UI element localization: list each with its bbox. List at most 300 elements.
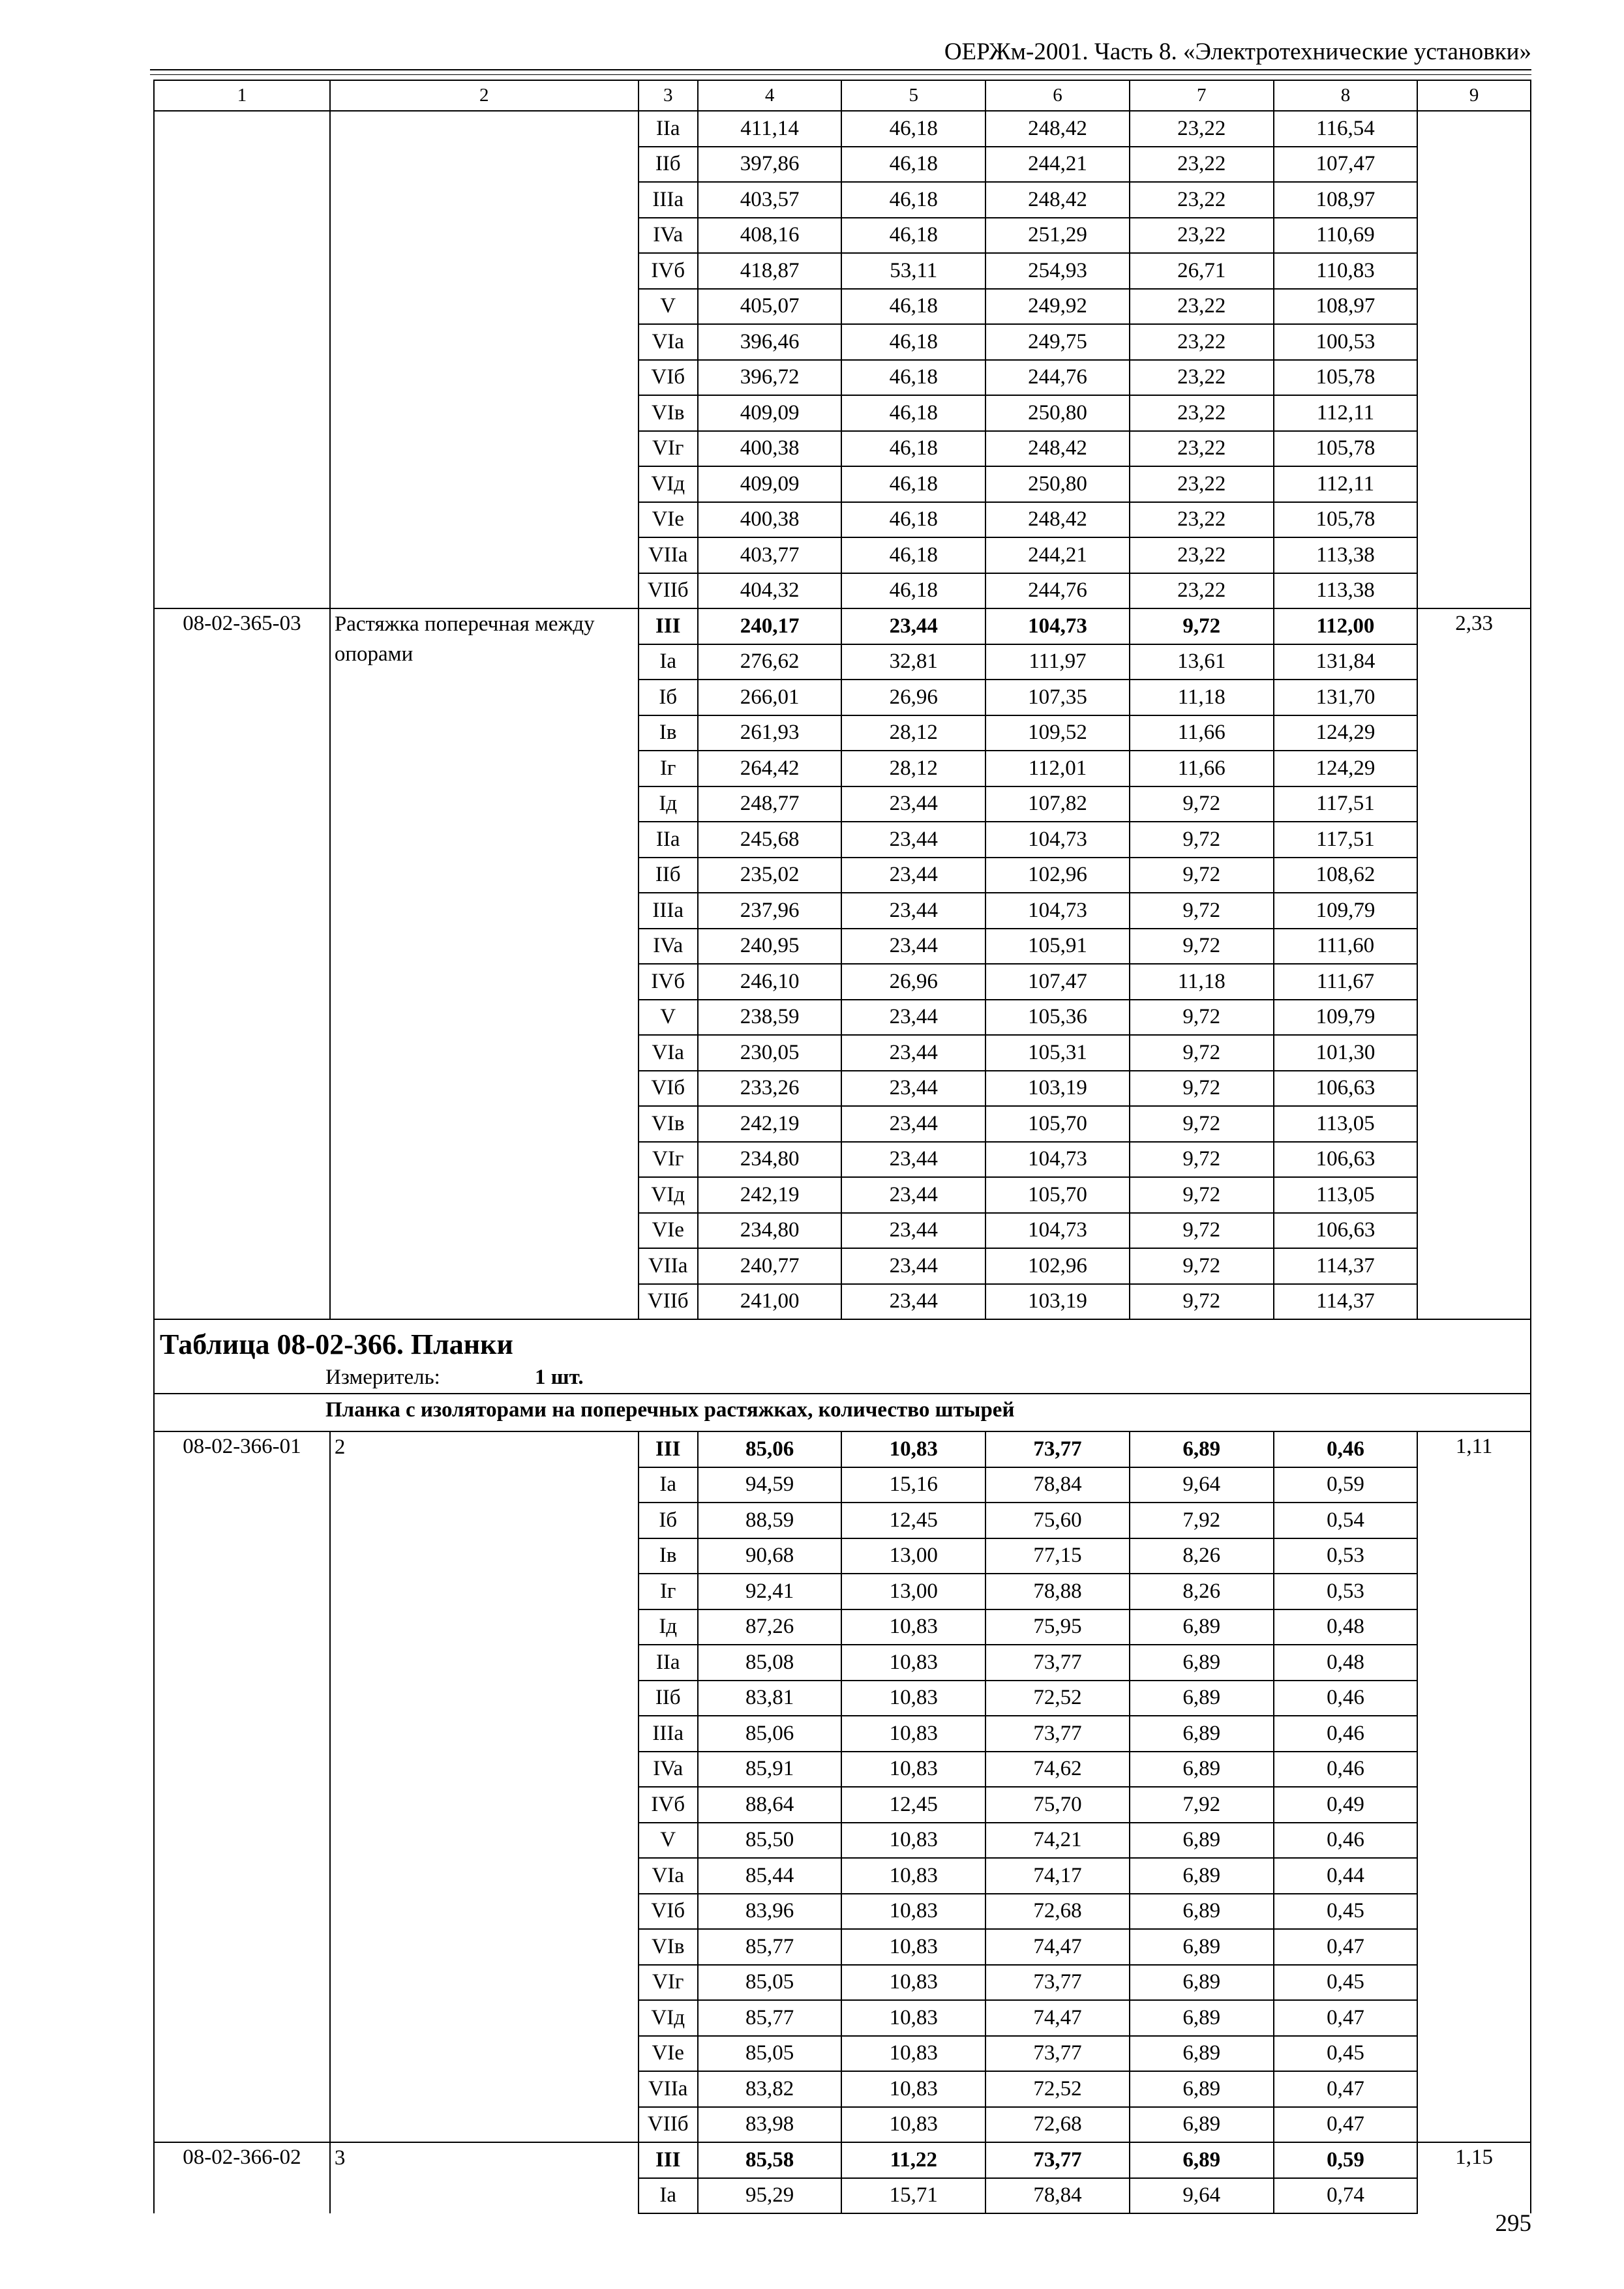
value-cell: 85,77 [698, 2000, 842, 2036]
value-cell: 85,08 [698, 1645, 842, 1681]
value-cell: 249,75 [985, 324, 1130, 360]
header-rule [150, 74, 1531, 75]
value-cell: 77,15 [985, 1538, 1130, 1574]
value-cell: 26,96 [841, 964, 985, 1000]
zone-code: VIIб [639, 1284, 698, 1320]
zone-code: VIг [639, 1142, 698, 1178]
zone-code: IVa [639, 1752, 698, 1788]
value-cell: 405,07 [698, 289, 842, 325]
zone-code: VIб [639, 1894, 698, 1930]
correction-factor [1417, 111, 1531, 608]
zone-code: VIa [639, 1858, 698, 1894]
value-cell: 90,68 [698, 1538, 842, 1574]
zone-code: VIв [639, 1106, 698, 1142]
value-cell: 116,54 [1274, 111, 1418, 147]
zone-code: Iг [639, 1574, 698, 1609]
value-cell: 10,83 [841, 1858, 985, 1894]
value-cell: 6,89 [1130, 2036, 1274, 2072]
value-cell: 6,89 [1130, 1645, 1274, 1681]
value-cell: 46,18 [841, 395, 985, 431]
value-cell: 403,57 [698, 182, 842, 218]
column-number: 2 [330, 80, 639, 111]
value-cell: 23,22 [1130, 395, 1274, 431]
value-cell: 248,42 [985, 182, 1130, 218]
value-cell: 254,93 [985, 253, 1130, 289]
value-cell: 6,89 [1130, 2071, 1274, 2107]
value-cell: 113,38 [1274, 537, 1418, 573]
value-cell: 248,77 [698, 786, 842, 822]
value-cell: 46,18 [841, 502, 985, 538]
value-cell: 46,18 [841, 360, 985, 396]
value-cell: 46,18 [841, 324, 985, 360]
value-cell: 107,82 [985, 786, 1130, 822]
value-cell: 250,80 [985, 395, 1130, 431]
value-cell: 85,77 [698, 1929, 842, 1965]
value-cell: 10,83 [841, 1609, 985, 1645]
value-cell: 46,18 [841, 289, 985, 325]
value-cell: 26,71 [1130, 253, 1274, 289]
value-cell: 0,48 [1274, 1609, 1418, 1645]
value-cell: 78,84 [985, 1467, 1130, 1503]
value-cell: 0,53 [1274, 1538, 1418, 1574]
value-cell: 6,89 [1130, 1858, 1274, 1894]
value-cell: 23,44 [841, 1106, 985, 1142]
value-cell: 32,81 [841, 644, 985, 680]
value-cell: 244,76 [985, 360, 1130, 396]
value-cell: 9,72 [1130, 1142, 1274, 1178]
value-cell: 100,53 [1274, 324, 1418, 360]
value-cell: 105,91 [985, 929, 1130, 965]
value-cell: 23,22 [1130, 218, 1274, 254]
resource-code: 08-02-365-03 [154, 608, 330, 1319]
value-cell: 0,53 [1274, 1574, 1418, 1609]
value-cell: 85,05 [698, 2036, 842, 2072]
page-number: 295 [1495, 2210, 1531, 2237]
zone-code: IVб [639, 1787, 698, 1823]
value-cell: 74,17 [985, 1858, 1130, 1894]
value-cell: 46,18 [841, 573, 985, 609]
value-cell: 106,63 [1274, 1213, 1418, 1249]
table-subtitle: Планка с изоляторами на поперечных растяжках, количество штырей [325, 1398, 1015, 1422]
value-cell: 6,89 [1130, 1681, 1274, 1716]
value-cell: 6,89 [1130, 1609, 1274, 1645]
value-cell: 9,64 [1130, 1467, 1274, 1503]
value-cell: 7,92 [1130, 1787, 1274, 1823]
correction-factor: 1,15 [1417, 2142, 1531, 2213]
zone-code: VIб [639, 360, 698, 396]
value-cell: 244,76 [985, 573, 1130, 609]
zone-code: VIг [639, 1965, 698, 2001]
value-cell: 6,89 [1130, 1894, 1274, 1930]
value-cell: 0,46 [1274, 1681, 1418, 1716]
value-cell: 11,66 [1130, 715, 1274, 751]
zone-code: IVa [639, 929, 698, 965]
table-366-heading-cell [154, 1319, 1531, 1431]
value-cell: 105,78 [1274, 502, 1418, 538]
value-cell: 241,00 [698, 1284, 842, 1320]
value-cell: 46,18 [841, 218, 985, 254]
value-cell: 53,11 [841, 253, 985, 289]
resource-code: 08-02-366-02 [154, 2142, 330, 2213]
value-cell: 9,72 [1130, 1071, 1274, 1107]
value-cell: 23,44 [841, 822, 985, 858]
zone-code: VIIa [639, 2071, 698, 2107]
value-cell: 9,72 [1130, 608, 1274, 644]
resource-name: Растяжка поперечная между опорами [330, 608, 639, 1319]
value-cell: 10,83 [841, 2000, 985, 2036]
value-cell: 109,79 [1274, 893, 1418, 929]
zone-code: VIе [639, 502, 698, 538]
zone-code: VIIa [639, 537, 698, 573]
value-cell: 251,29 [985, 218, 1130, 254]
value-cell: 234,80 [698, 1213, 842, 1249]
value-cell: 23,22 [1130, 111, 1274, 147]
value-cell: 0,59 [1274, 1467, 1418, 1503]
value-cell: 26,96 [841, 680, 985, 715]
value-cell: 6,89 [1130, 2107, 1274, 2143]
value-cell: 0,74 [1274, 2178, 1418, 2214]
value-cell: 11,18 [1130, 680, 1274, 715]
zone-code: Ia [639, 2178, 698, 2214]
value-cell: 102,96 [985, 858, 1130, 893]
value-cell: 73,77 [985, 2036, 1130, 2072]
value-cell: 400,38 [698, 431, 842, 467]
value-cell: 114,37 [1274, 1248, 1418, 1284]
value-cell: 15,71 [841, 2178, 985, 2214]
value-cell: 85,58 [698, 2142, 842, 2178]
column-number: 6 [985, 80, 1130, 111]
value-cell: 28,12 [841, 751, 985, 786]
value-cell: 276,62 [698, 644, 842, 680]
zone-code: IIIa [639, 1716, 698, 1752]
value-cell: 9,72 [1130, 1284, 1274, 1320]
value-cell: 111,60 [1274, 929, 1418, 965]
zone-code: V [639, 1000, 698, 1036]
zone-code: VIд [639, 2000, 698, 2036]
value-cell: 73,77 [985, 1645, 1130, 1681]
column-number-row [154, 80, 1531, 111]
value-cell: 92,41 [698, 1574, 842, 1609]
value-cell: 6,89 [1130, 1431, 1274, 1467]
value-cell: 230,05 [698, 1035, 842, 1071]
value-cell: 15,16 [841, 1467, 985, 1503]
value-cell: 264,42 [698, 751, 842, 786]
value-cell: 94,59 [698, 1467, 842, 1503]
value-cell: 88,64 [698, 1787, 842, 1823]
value-cell: 83,81 [698, 1681, 842, 1716]
value-cell: 105,31 [985, 1035, 1130, 1071]
value-cell: 0,59 [1274, 2142, 1418, 2178]
value-cell: 108,62 [1274, 858, 1418, 893]
value-cell: 13,00 [841, 1574, 985, 1609]
value-cell: 233,26 [698, 1071, 842, 1107]
value-cell: 6,89 [1130, 1929, 1274, 1965]
value-cell: 408,16 [698, 218, 842, 254]
value-cell: 23,44 [841, 929, 985, 965]
zone-code: IIa [639, 822, 698, 858]
price-table [153, 80, 1531, 2214]
measure-value: 1 шт. [535, 1366, 584, 1389]
value-cell: 105,78 [1274, 431, 1418, 467]
value-cell: 113,05 [1274, 1177, 1418, 1213]
value-cell: 10,83 [841, 1431, 985, 1467]
zone-code: VIa [639, 324, 698, 360]
value-cell: 10,83 [841, 2107, 985, 2143]
value-cell: 240,95 [698, 929, 842, 965]
correction-factor: 2,33 [1417, 608, 1531, 1319]
value-cell: 0,46 [1274, 1823, 1418, 1859]
value-cell: 73,77 [985, 2142, 1130, 2178]
value-cell: 112,11 [1274, 466, 1418, 502]
value-cell: 23,22 [1130, 431, 1274, 467]
value-cell: 111,67 [1274, 964, 1418, 1000]
zone-code: IVб [639, 253, 698, 289]
value-cell: 83,96 [698, 1894, 842, 1930]
value-cell: 0,47 [1274, 2107, 1418, 2143]
value-cell: 248,42 [985, 431, 1130, 467]
zone-code: VIб [639, 1071, 698, 1107]
value-cell: 85,06 [698, 1716, 842, 1752]
value-cell: 10,83 [841, 1681, 985, 1716]
value-cell: 403,77 [698, 537, 842, 573]
zone-code: IIб [639, 147, 698, 183]
value-cell: 0,45 [1274, 2036, 1418, 2072]
value-cell: 6,89 [1130, 1716, 1274, 1752]
value-cell: 46,18 [841, 111, 985, 147]
value-cell: 12,45 [841, 1787, 985, 1823]
value-cell: 23,22 [1130, 289, 1274, 325]
zone-code: VIд [639, 1177, 698, 1213]
value-cell: 112,01 [985, 751, 1130, 786]
zone-code: IIIa [639, 893, 698, 929]
value-cell: 74,47 [985, 1929, 1130, 1965]
value-cell: 103,19 [985, 1071, 1130, 1107]
value-cell: 78,84 [985, 2178, 1130, 2214]
value-cell: 23,22 [1130, 466, 1274, 502]
value-cell: 23,22 [1130, 502, 1274, 538]
value-cell: 105,70 [985, 1106, 1130, 1142]
value-cell: 8,26 [1130, 1538, 1274, 1574]
zone-code: Ia [639, 1467, 698, 1503]
value-cell: 9,72 [1130, 929, 1274, 965]
table-366-heading [154, 1319, 1531, 1431]
value-cell: 9,72 [1130, 786, 1274, 822]
value-cell: 109,52 [985, 715, 1130, 751]
resource-code: 08-02-366-01 [154, 1431, 330, 2142]
value-cell: 11,22 [841, 2142, 985, 2178]
value-cell: 0,49 [1274, 1787, 1418, 1823]
value-cell: 113,38 [1274, 573, 1418, 609]
value-cell: 105,36 [985, 1000, 1130, 1036]
value-cell: 112,00 [1274, 608, 1418, 644]
column-number: 4 [698, 80, 842, 111]
value-cell: 104,73 [985, 1213, 1130, 1249]
value-cell: 6,89 [1130, 2142, 1274, 2178]
zone-code: VIa [639, 1035, 698, 1071]
value-cell: 85,06 [698, 1431, 842, 1467]
value-cell: 105,70 [985, 1177, 1130, 1213]
value-cell: 101,30 [1274, 1035, 1418, 1071]
value-cell: 124,29 [1274, 715, 1418, 751]
table-366-block [155, 1320, 1530, 1431]
value-cell: 23,22 [1130, 537, 1274, 573]
value-cell: 74,21 [985, 1823, 1130, 1859]
value-cell: 72,52 [985, 2071, 1130, 2107]
value-cell: 46,18 [841, 182, 985, 218]
value-cell: 8,26 [1130, 1574, 1274, 1609]
value-cell: 107,47 [1274, 147, 1418, 183]
table-row [154, 1431, 1531, 1467]
value-cell: 131,84 [1274, 644, 1418, 680]
value-cell: 23,22 [1130, 324, 1274, 360]
value-cell: 396,46 [698, 324, 842, 360]
zone-code: Iб [639, 1503, 698, 1538]
value-cell: 113,05 [1274, 1106, 1418, 1142]
value-cell: 73,77 [985, 1431, 1130, 1467]
zone-code: VIг [639, 431, 698, 467]
value-cell: 83,82 [698, 2071, 842, 2107]
value-cell: 83,98 [698, 2107, 842, 2143]
value-cell: 10,83 [841, 1929, 985, 1965]
value-cell: 104,73 [985, 893, 1130, 929]
zone-code: VIе [639, 1213, 698, 1249]
value-cell: 87,26 [698, 1609, 842, 1645]
value-cell: 238,59 [698, 1000, 842, 1036]
value-cell: 23,44 [841, 1248, 985, 1284]
zone-code: VIв [639, 395, 698, 431]
value-cell: 0,46 [1274, 1752, 1418, 1788]
zone-code: IVб [639, 964, 698, 1000]
value-cell: 102,96 [985, 1248, 1130, 1284]
value-cell: 105,78 [1274, 360, 1418, 396]
value-cell: 23,22 [1130, 182, 1274, 218]
value-cell: 266,01 [698, 680, 842, 715]
value-cell: 9,72 [1130, 1035, 1274, 1071]
value-cell: 23,44 [841, 858, 985, 893]
value-cell: 9,72 [1130, 858, 1274, 893]
value-cell: 85,50 [698, 1823, 842, 1859]
value-cell: 0,46 [1274, 1716, 1418, 1752]
value-cell: 23,44 [841, 608, 985, 644]
zone-code: IIIa [639, 182, 698, 218]
value-cell: 400,38 [698, 502, 842, 538]
value-cell: 85,05 [698, 1965, 842, 2001]
correction-factor: 1,11 [1417, 1431, 1531, 2142]
value-cell: 23,44 [841, 1035, 985, 1071]
zone-code: VIIб [639, 2107, 698, 2143]
zone-code: VIе [639, 2036, 698, 2072]
value-cell: 23,44 [841, 1142, 985, 1178]
value-cell: 23,44 [841, 893, 985, 929]
zone-code: V [639, 289, 698, 325]
value-cell: 9,72 [1130, 893, 1274, 929]
value-cell: 23,22 [1130, 360, 1274, 396]
value-cell: 10,83 [841, 1716, 985, 1752]
zone-code: IIa [639, 111, 698, 147]
value-cell: 104,73 [985, 1142, 1130, 1178]
resource-name: 2 [330, 1431, 639, 2142]
value-cell: 10,83 [841, 1894, 985, 1930]
value-cell: 9,72 [1130, 1177, 1274, 1213]
value-cell: 74,47 [985, 2000, 1130, 2036]
value-cell: 249,92 [985, 289, 1130, 325]
value-cell: 88,59 [698, 1503, 842, 1538]
value-cell: 235,02 [698, 858, 842, 893]
value-cell: 10,83 [841, 1965, 985, 2001]
value-cell: 13,61 [1130, 644, 1274, 680]
value-cell: 0,47 [1274, 1929, 1418, 1965]
value-cell: 7,92 [1130, 1503, 1274, 1538]
value-cell: 248,42 [985, 502, 1130, 538]
resource-name [330, 111, 639, 608]
value-cell: 85,44 [698, 1858, 842, 1894]
column-number: 5 [841, 80, 985, 111]
value-cell: 23,44 [841, 1213, 985, 1249]
column-number: 8 [1274, 80, 1418, 111]
zone-code: Iд [639, 786, 698, 822]
value-cell: 75,70 [985, 1787, 1130, 1823]
value-cell: 106,63 [1274, 1142, 1418, 1178]
value-cell: 404,32 [698, 573, 842, 609]
value-cell: 72,68 [985, 1894, 1130, 1930]
value-cell: 397,86 [698, 147, 842, 183]
value-cell: 23,44 [841, 1071, 985, 1107]
value-cell: 85,91 [698, 1752, 842, 1788]
value-cell: 12,45 [841, 1503, 985, 1538]
zone-code: III [639, 2142, 698, 2178]
value-cell: 28,12 [841, 715, 985, 751]
value-cell: 10,83 [841, 2071, 985, 2107]
column-number: 9 [1417, 80, 1531, 111]
value-cell: 6,89 [1130, 1823, 1274, 1859]
value-cell: 95,29 [698, 2178, 842, 2214]
value-cell: 78,88 [985, 1574, 1130, 1609]
value-cell: 23,44 [841, 786, 985, 822]
zone-code: Iв [639, 1538, 698, 1574]
value-cell: 234,80 [698, 1142, 842, 1178]
table-row [154, 608, 1531, 644]
value-cell: 244,21 [985, 147, 1130, 183]
value-cell: 244,21 [985, 537, 1130, 573]
value-cell: 112,11 [1274, 395, 1418, 431]
zone-code: VIIб [639, 573, 698, 609]
value-cell: 23,44 [841, 1177, 985, 1213]
value-cell: 46,18 [841, 431, 985, 467]
value-cell: 240,77 [698, 1248, 842, 1284]
zone-code: Iб [639, 680, 698, 715]
zone-code: IIб [639, 1681, 698, 1716]
value-cell: 110,69 [1274, 218, 1418, 254]
measure-label: Измеритель: [325, 1366, 440, 1389]
value-cell: 240,17 [698, 608, 842, 644]
value-cell: 104,73 [985, 608, 1130, 644]
value-cell: 108,97 [1274, 289, 1418, 325]
value-cell: 0,45 [1274, 1894, 1418, 1930]
running-header: ОЕРЖм-2001. Часть 8. «Электротехнические установки» [944, 38, 1531, 65]
value-cell: 9,64 [1130, 2178, 1274, 2214]
value-cell: 109,79 [1274, 1000, 1418, 1036]
value-cell: 104,73 [985, 822, 1130, 858]
value-cell: 237,96 [698, 893, 842, 929]
block-divider [155, 1393, 1530, 1394]
column-number: 3 [639, 80, 698, 111]
zone-code: V [639, 1823, 698, 1859]
column-number: 7 [1130, 80, 1274, 111]
table-row [154, 2142, 1531, 2178]
zone-code: Iд [639, 1609, 698, 1645]
value-cell: 10,83 [841, 2036, 985, 2072]
value-cell: 73,77 [985, 1965, 1130, 2001]
